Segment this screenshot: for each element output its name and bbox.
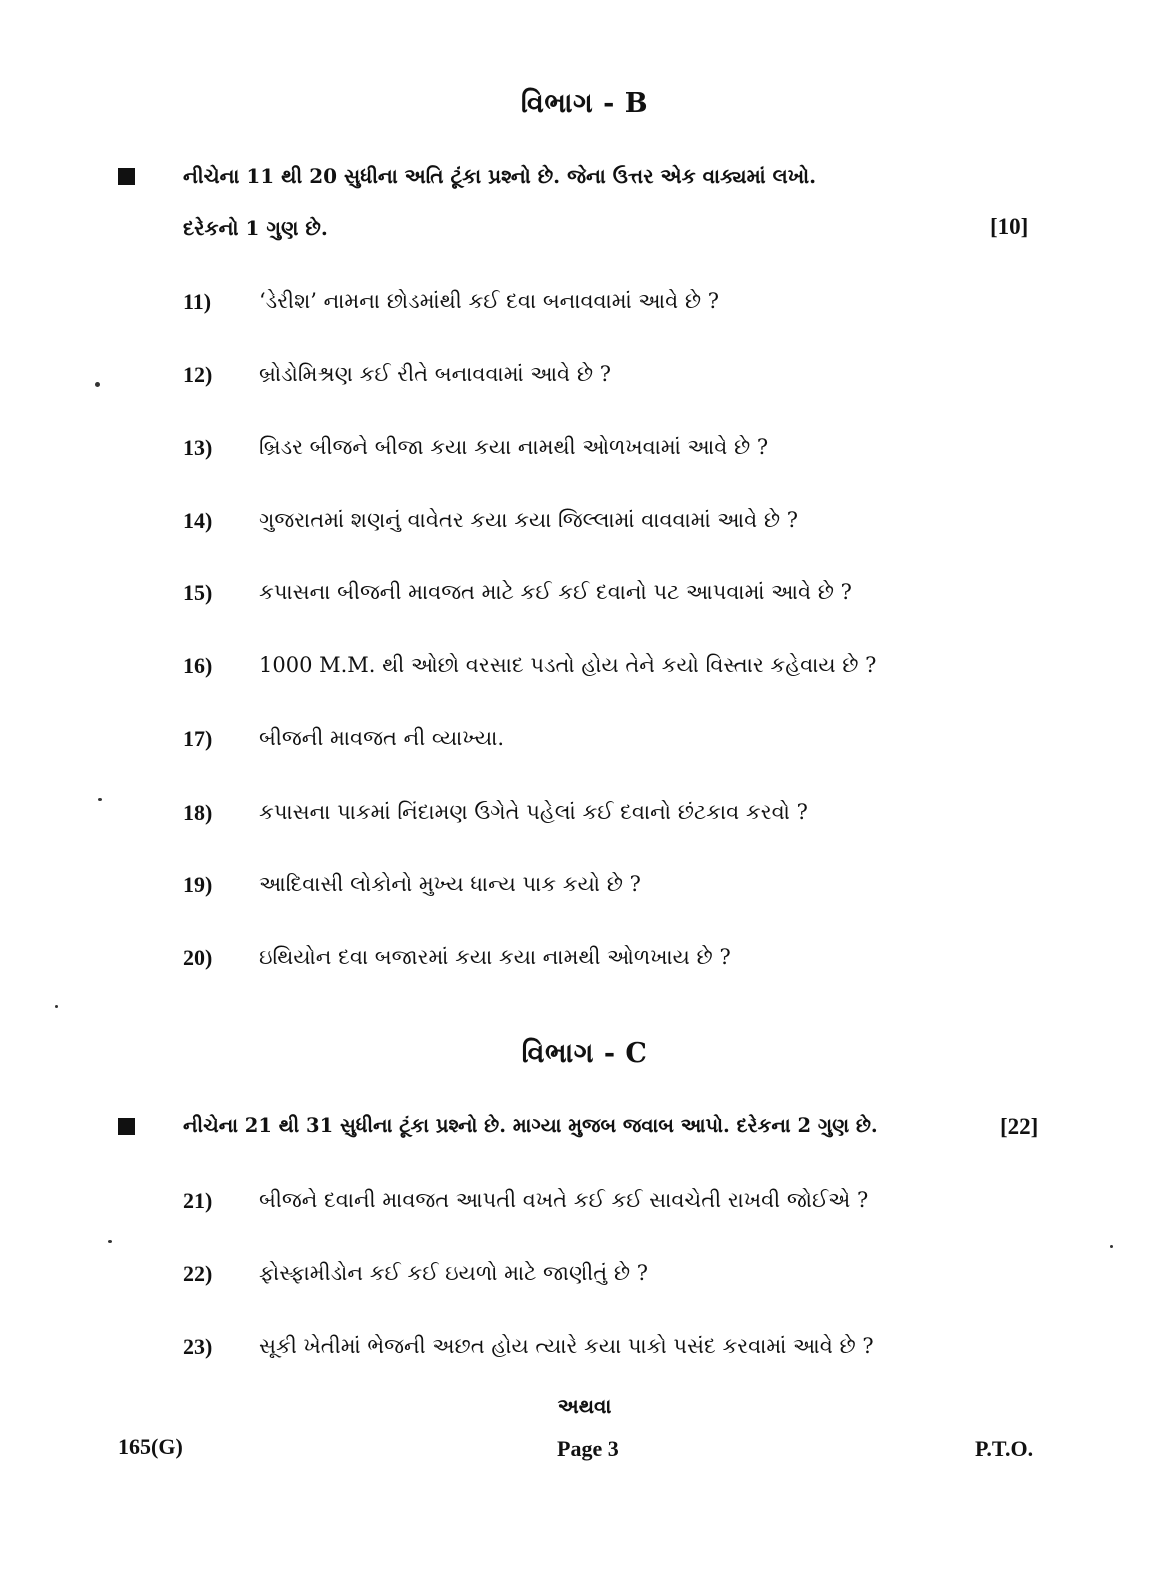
- question-18: [183, 800, 1083, 840]
- question-number: 17): [183, 726, 213, 751]
- question-text: આદિવાસી લોકોનો મુખ્ય ધાન્ય પાક કયો છે ?: [259, 872, 641, 896]
- question-number: 13): [183, 435, 213, 460]
- paper-code: 165(G): [118, 1434, 183, 1459]
- section-b-heading: વિભાગ - B: [520, 88, 649, 119]
- question-13: [183, 435, 1083, 475]
- page-number: Page 3: [557, 1436, 619, 1461]
- pto-label: P.T.O.: [975, 1436, 1034, 1461]
- scan-speck: [95, 382, 100, 387]
- question-16: [183, 653, 1083, 693]
- section-c-marks: [22]: [1000, 1114, 1039, 1139]
- question-22: [183, 1261, 1083, 1301]
- question-21: [183, 1188, 1083, 1228]
- question-number: 16): [183, 653, 213, 678]
- question-text: કપાસના પાકમાં નિંદામણ ઉગેતે પહેલાં કઈ દવાનો છંટકાવ કરવો ?: [259, 800, 808, 824]
- question-15: [183, 580, 1083, 620]
- question-text: સૂકી ખેતીમાં ભેજની અછત હોય ત્યારે કયા પાકો પસંદ કરવામાં આવે છે ?: [259, 1334, 874, 1358]
- question-number: 22): [183, 1261, 213, 1286]
- question-23: [183, 1334, 1083, 1374]
- section-b-bullet: [118, 168, 135, 185]
- question-text: ‘ડેરીશ’ નામના છોડમાંથી કઈ દવા બનાવવામાં આવે છે ?: [259, 289, 720, 313]
- question-text: બ્રોડોમિશ્રણ કઈ રીતે બનાવવામાં આવે છે ?: [259, 362, 611, 386]
- question-number: 12): [183, 362, 213, 387]
- question-text: ઇથિયોન દવા બજારમાં કયા કયા નામથી ઓળખાય છે ?: [259, 945, 731, 969]
- or-label: અથવા: [557, 1394, 612, 1418]
- question-text: ગુજરાતમાં શણનું વાવેતર કયા કયા જિલ્લામાં વાવવામાં આવે છે ?: [259, 508, 799, 532]
- question-text: બીજની માવજત ની વ્યાખ્યા.: [259, 726, 505, 750]
- section-b-instruction-line1: નીચેના 11 થી 20 સુધીના અતિ ટૂંકા પ્રશ્નો છે. જેના ઉત્તર એક વાક્યમાં લખો.: [183, 164, 817, 188]
- scan-speck: [55, 1005, 58, 1008]
- scan-speck: [108, 1240, 112, 1243]
- question-number: 21): [183, 1188, 213, 1213]
- section-b-marks: [10]: [990, 214, 1029, 239]
- section-c-bullet: [118, 1118, 135, 1135]
- section-c-heading: વિભાગ - C: [521, 1038, 648, 1069]
- section-c-instruction: નીચેના 21 થી 31 સુધીના ટૂંકા પ્રશ્નો છે. માગ્યા મુજબ જવાબ આપો. દરેકના 2 ગુણ છે.: [183, 1114, 878, 1137]
- question-number: 23): [183, 1334, 213, 1359]
- question-number: 14): [183, 508, 213, 533]
- question-12: [183, 362, 1083, 402]
- question-20: [183, 945, 1083, 985]
- scan-speck: [1110, 1245, 1113, 1248]
- question-text: ફોસ્ફામીડોન કઈ કઈ ઇયળો માટે જાણીતું છે ?: [259, 1261, 649, 1285]
- section-b-instruction-line2: દરેકનો 1 ગુણ છે.: [183, 216, 328, 240]
- question-14: [183, 508, 1083, 548]
- question-number: 11): [183, 289, 212, 314]
- scan-speck: [98, 798, 102, 801]
- question-11: [183, 289, 1083, 329]
- question-number: 19): [183, 872, 213, 897]
- question-number: 20): [183, 945, 213, 970]
- question-text: 1000 M.M. થી ઓછો વરસાદ પડતો હોય તેને કયો વિસ્તાર કહેવાય છે ?: [259, 653, 877, 677]
- question-text: બ્રિડર બીજને બીજા કયા કયા નામથી ઓળખવામાં આવે છે ?: [259, 435, 769, 459]
- question-19: [183, 872, 1083, 912]
- question-number: 15): [183, 580, 213, 605]
- question-number: 18): [183, 800, 213, 825]
- question-text: કપાસના બીજની માવજત માટે કઈ કઈ દવાનો પટ આપવામાં આવે છે ?: [259, 580, 852, 604]
- question-17: [183, 726, 1083, 766]
- question-text: બીજને દવાની માવજત આપતી વખતે કઈ કઈ સાવચેતી રાખવી જોઈએ ?: [259, 1188, 869, 1212]
